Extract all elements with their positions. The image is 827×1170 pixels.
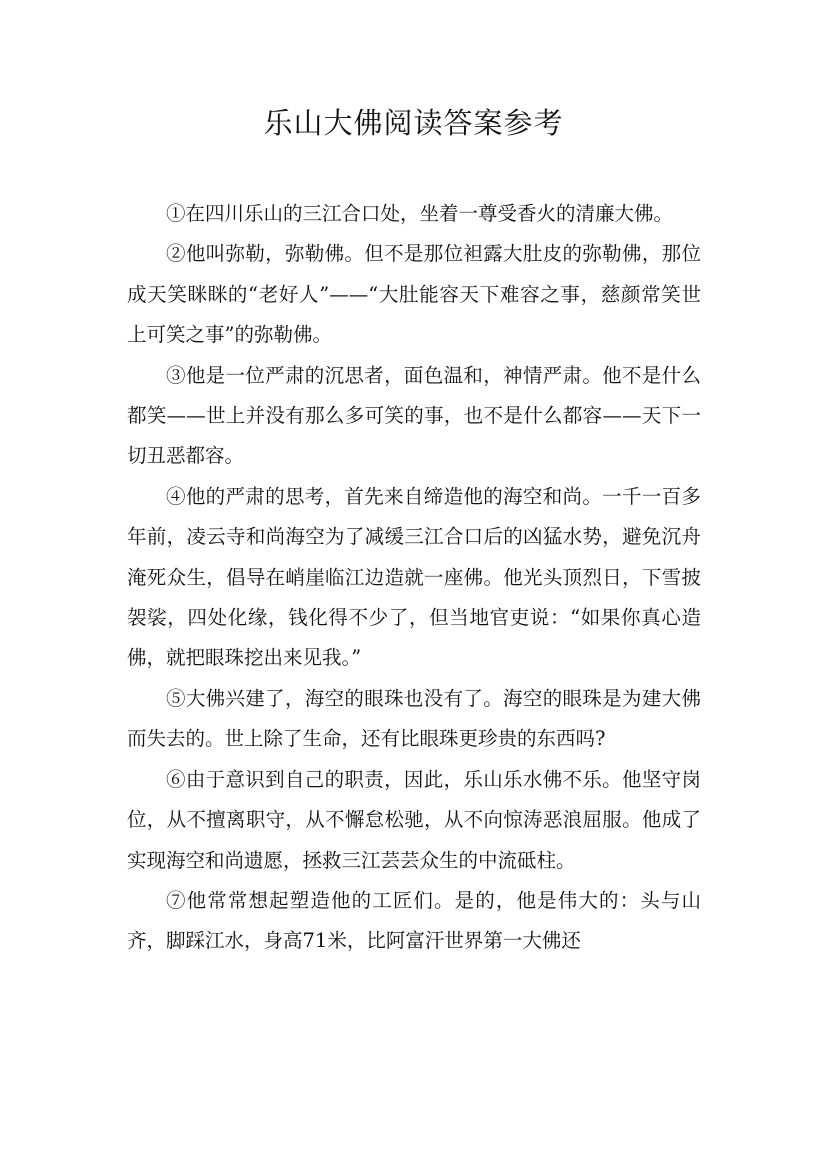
paragraph-3: ③他是一位严肃的沉思者，面色温和，神情严肃。他不是什么都笑——世上并没有那么多可笑的事，也不是什么都容——天下一切丑恶都容。 xyxy=(127,363,701,468)
paragraph-7: ⑦他常常想起塑造他的工匠们。是的，他是伟大的：头与山齐，脚踩江水，身高71米，比阿富汗世界第一大佛还 xyxy=(127,888,701,953)
paragraph-5: ⑤大佛兴建了，海空的眼珠也没有了。海空的眼珠是为建大佛而失去的。世上除了生命，还有比眼珠更珍贵的东西吗? xyxy=(127,686,701,751)
document-title: 乐山大佛阅读答案参考 xyxy=(263,106,564,140)
paragraph-1: ①在四川乐山的三江合口处，坐着一尊受香火的清廉大佛。 xyxy=(166,202,674,225)
paragraph-4: ④他的严肃的思考，首先来自缔造他的海空和尚。一千一百多年前，凌云寺和尚海空为了减缓三江合口后的凶猛水势，避免沉舟淹死众生，倡导在峭崖临江边造就一座佛。他光头顶烈日，下雪披袈裟，四处化缘，钱化得不少了，但当地官吏说：“如果你真心造佛，就把眼珠挖出来见我。” xyxy=(127,484,701,670)
paragraph-2: ②他叫弥勒，弥勒佛。但不是那位袒露大肚皮的弥勒佛，那位成天笑眯眯的“老好人”——“大肚能容天下难容之事，慈颜常笑世上可笑之事”的弥勒佛。 xyxy=(127,242,701,347)
paragraph-6: ⑥由于意识到自己的职责，因此，乐山乐水佛不乐。他坚守岗位，从不擅离职守，从不懈怠松驰，从不向惊涛恶浪屈服。他成了实现海空和尚遗愿，拯救三江芸芸众生的中流砥柱。 xyxy=(127,767,701,872)
document-body xyxy=(127,194,701,962)
